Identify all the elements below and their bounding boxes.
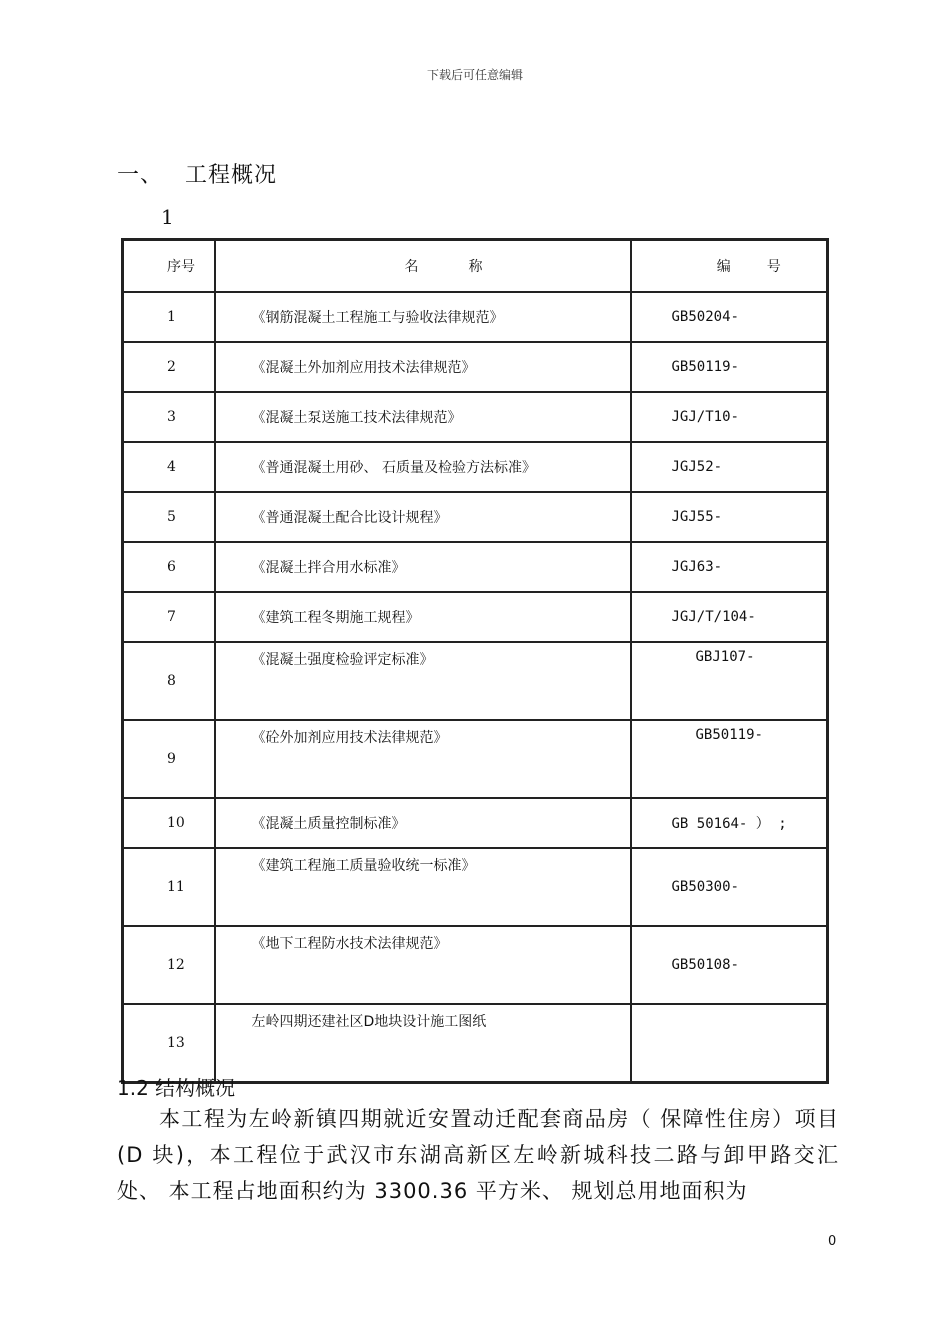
table-row <box>123 392 828 442</box>
row-code <box>631 1004 828 1083</box>
row-name: 《混凝土泵送施工技术法律规范》 <box>215 392 631 442</box>
row-name: 《混凝土外加剂应用技术法律规范》 <box>215 342 631 392</box>
row-name: 《普通混凝土用砂、 石质量及检验方法标准》 <box>215 442 631 492</box>
header-seq: 序号 <box>123 240 215 293</box>
table-row <box>123 592 828 642</box>
row-name: 《混凝土质量控制标准》 <box>215 798 631 848</box>
row-seq: 6 <box>123 542 215 592</box>
table-row <box>123 720 828 798</box>
table-row <box>123 1004 828 1083</box>
header-code <box>631 240 828 293</box>
row-name: 《普通混凝土配合比设计规程》 <box>215 492 631 542</box>
row-seq: 3 <box>123 392 215 442</box>
table-row <box>123 292 828 342</box>
row-code: JGJ63- <box>631 542 828 592</box>
header-name-part2: 称 <box>468 259 483 275</box>
row-seq: 10 <box>123 798 215 848</box>
page-number: 0 <box>828 1234 837 1249</box>
body-paragraph: 本工程为左岭新镇四期就近安置动迁配套商品房（ 保障性住房）项目(D 块)，本工程位于武汉市东湖高新区左岭新城科技二路与卸甲路交汇处、 本工程占地面积约为 3300.36 平方米、 规划总用地面积为 <box>117 1107 839 1203</box>
row-name: 《地下工程防水技术法律规范》 <box>215 926 631 1004</box>
row-code: GB50300- <box>631 848 828 926</box>
section-number: 一、 <box>117 163 164 188</box>
row-name: 《建筑工程冬期施工规程》 <box>215 592 631 642</box>
header-name <box>215 240 631 293</box>
row-seq: 2 <box>123 342 215 392</box>
table-row <box>123 342 828 392</box>
table-row <box>123 926 828 1004</box>
row-code: GB50204- <box>631 292 828 342</box>
row-name: 《钢筋混凝土工程施工与验收法律规范》 <box>215 292 631 342</box>
table-row <box>123 542 828 592</box>
table-number: 1 <box>161 205 174 229</box>
table-row <box>123 798 828 848</box>
row-code: JGJ/T10- <box>631 392 828 442</box>
header-code-part1: 编 <box>716 259 731 275</box>
row-name: 《建筑工程施工质量验收统一标准》 <box>215 848 631 926</box>
row-code: GB 50164- ） ; <box>631 798 828 848</box>
row-seq: 5 <box>123 492 215 542</box>
row-code: JGJ52- <box>631 442 828 492</box>
row-name: 左岭四期还建社区D地块设计施工图纸 <box>215 1004 631 1083</box>
section-title-text: 工程概况 <box>185 163 278 188</box>
row-code: JGJ/T/104- <box>631 592 828 642</box>
row-seq: 1 <box>123 292 215 342</box>
table-row <box>123 642 828 720</box>
header-code-part2: 号 <box>766 259 781 275</box>
row-seq: 9 <box>123 720 215 798</box>
row-seq: 13 <box>123 1004 215 1083</box>
body-paragraph-container <box>117 1101 839 1209</box>
row-seq: 8 <box>123 642 215 720</box>
table-row <box>123 848 828 926</box>
header-note: 下载后可任意编辑 <box>426 68 523 82</box>
row-code: GBJ107- <box>631 642 828 720</box>
table-header-row <box>123 240 828 293</box>
subsection-title: 1.2 结构概况 <box>117 1076 236 1100</box>
row-name: 《混凝土拌合用水标准》 <box>215 542 631 592</box>
section-heading <box>117 158 277 189</box>
row-name: 《混凝土强度检验评定标准》 <box>215 642 631 720</box>
row-seq: 12 <box>123 926 215 1004</box>
row-seq: 11 <box>123 848 215 926</box>
row-code: JGJ55- <box>631 492 828 542</box>
row-seq: 7 <box>123 592 215 642</box>
row-code: GB50108- <box>631 926 828 1004</box>
row-code: GB50119- <box>631 342 828 392</box>
row-code: GB50119- <box>631 720 828 798</box>
table-row <box>123 442 828 492</box>
header-name-part1: 名 <box>404 259 419 275</box>
row-seq: 4 <box>123 442 215 492</box>
row-name: 《砼外加剂应用技术法律规范》 <box>215 720 631 798</box>
table-row <box>123 492 828 542</box>
standards-table <box>121 238 829 1084</box>
